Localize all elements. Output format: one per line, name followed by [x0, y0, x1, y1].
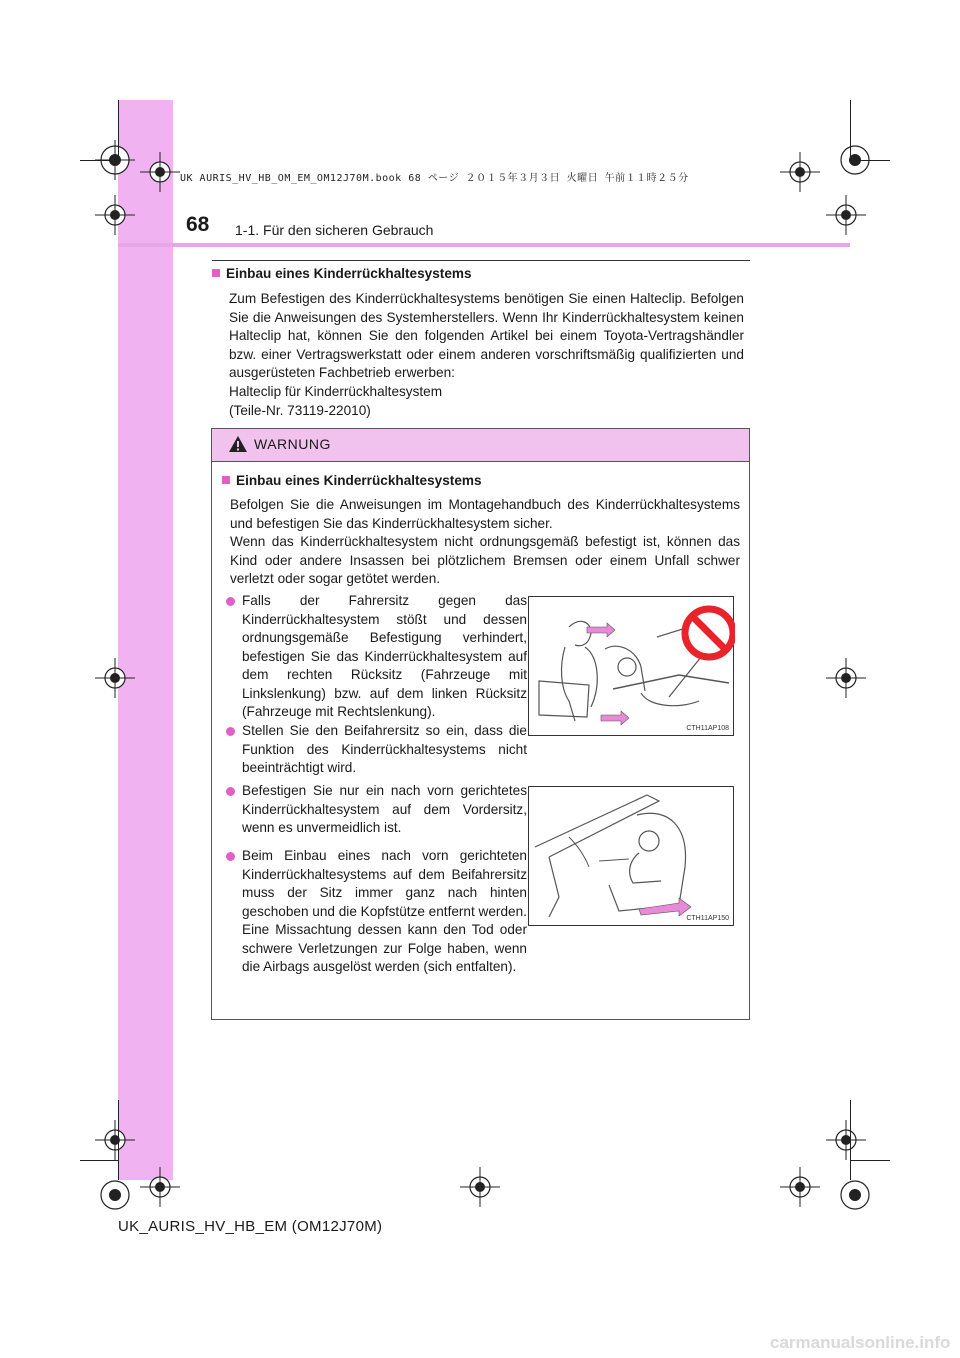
warning-header — [212, 429, 749, 462]
registration-mark-icon — [780, 152, 820, 192]
watermark: carmanualsonline.info — [770, 1333, 951, 1352]
illustration-code: CTH11AP150 — [686, 915, 729, 922]
warning-bullet: Falls der Fahrersitz gegen das Kinderrückhaltesystem stößt und dessen ordnungsgemäße Befestigung verhindert, befestigen Sie das Kinderrückhaltesystem auf dem rechten Rücksitz (Fahrzeuge mit Linkslenkung) bzw. auf dem linken Rücksitz (Fahrzeuge mit Rechtslenkung). — [242, 592, 527, 722]
warning-bullet: Beim Einbau eines nach vorn gerichteten Kinderrückhaltesystems auf dem Beifahrersitz muss der Sitz immer ganz nach hinten geschoben und die Kopfstütze entfernt werden. Eine Missachtung dessen kann den Tod oder schwere Verletzungen zur Folge haben, wenn die Airbags ausgelöst werden (sich entfalten). — [242, 847, 527, 977]
registration-mark-icon — [826, 658, 866, 698]
book-stamp: UK AURIS_HV_HB_OM_EM_OM12J70M.book 68 ページ ２０１５年３月３日 火曜日 午前１１時２５分 — [180, 173, 689, 184]
registration-mark-icon — [95, 195, 135, 235]
registration-mark-icon — [835, 1175, 875, 1215]
warning-heading: Einbau eines Kinderrückhaltesystems — [222, 473, 482, 488]
registration-mark-icon — [140, 1167, 180, 1207]
registration-mark-icon — [95, 1120, 135, 1160]
crop-mark — [850, 160, 890, 161]
crop-mark — [80, 1160, 118, 1161]
square-bullet-icon — [212, 269, 220, 277]
warning-bullet: Stellen Sie den Beifahrersitz so ein, dass die Funktion des Kinderrückhaltesystems nicht beeinträchtigt wird. — [242, 722, 527, 778]
part-number-text: Halteclip für Kinderrückhaltesystem (Teile-Nr. 73119-22010) — [229, 384, 443, 418]
warning-triangle-icon — [228, 435, 248, 458]
section-heading: Einbau eines Kinderrückhaltesystems — [212, 266, 472, 281]
illustration-driver-seat — [528, 596, 734, 736]
circle-bullet-icon — [226, 852, 235, 861]
circle-bullet-icon — [226, 597, 235, 606]
crop-mark — [118, 100, 119, 160]
chapter-sidebar — [118, 100, 173, 1180]
crop-mark — [850, 100, 851, 160]
registration-mark-icon — [460, 1167, 500, 1207]
section-title: 1-1. Für den sicheren Gebrauch — [235, 222, 434, 238]
page-number: 68 — [186, 213, 210, 236]
warning-bullet: Befestigen Sie nur ein nach vorn gerichtetes Kinderrückhaltesystem auf dem Vordersitz, wenn es unvermeidlich ist. — [242, 782, 527, 838]
crop-mark — [850, 1160, 890, 1161]
registration-mark-icon — [95, 1175, 135, 1215]
registration-mark-icon — [826, 1120, 866, 1160]
crop-mark — [118, 1100, 119, 1180]
registration-mark-icon — [780, 1167, 820, 1207]
circle-bullet-icon — [226, 727, 235, 736]
content-rule — [212, 260, 750, 261]
square-bullet-icon — [222, 476, 230, 484]
registration-mark-icon — [140, 152, 180, 192]
document-code: UK_AURIS_HV_HB_EM (OM12J70M) — [118, 1218, 383, 1235]
registration-mark-icon — [95, 658, 135, 698]
illustration-front-seat — [528, 786, 734, 926]
crop-mark — [850, 1100, 851, 1180]
illustration-code: CTH11AP108 — [686, 725, 729, 732]
warning-box — [211, 428, 750, 1020]
header-rule — [118, 243, 850, 247]
warning-paragraph: Befolgen Sie die Anweisungen im Montagehandbuch des Kinderrückhaltesystems und befestigen Sie das Kinderrückhaltesystem sicher. Wenn das Kinderrückhaltesystem nicht ordnungsgemäß befestigt ist, können das Kind oder andere Insassen bei plötzlichem Bremsen oder einem Unfall schwer verletzt oder sogar getötet werden. — [230, 497, 740, 586]
registration-mark-icon — [826, 195, 866, 235]
circle-bullet-icon — [226, 787, 235, 796]
crop-mark — [80, 160, 118, 161]
warning-label: WARNUNG — [254, 436, 331, 452]
section-paragraph: Zum Befestigen des Kinderrückhaltesystems benötigen Sie einen Halteclip. Befolgen Sie die Anweisungen des Systemherstellers. Wenn Ihr Kinderrückhaltesystem keinen Halteclip hat, können Sie den folgenden Artikel bei einem Toyota-Vertragshändler bzw. einer Vertragswerkstatt oder einem anderen vorschriftsmäßig qualifizierten und ausgerüsteten Fachbetrieb erwerben: — [229, 291, 744, 380]
